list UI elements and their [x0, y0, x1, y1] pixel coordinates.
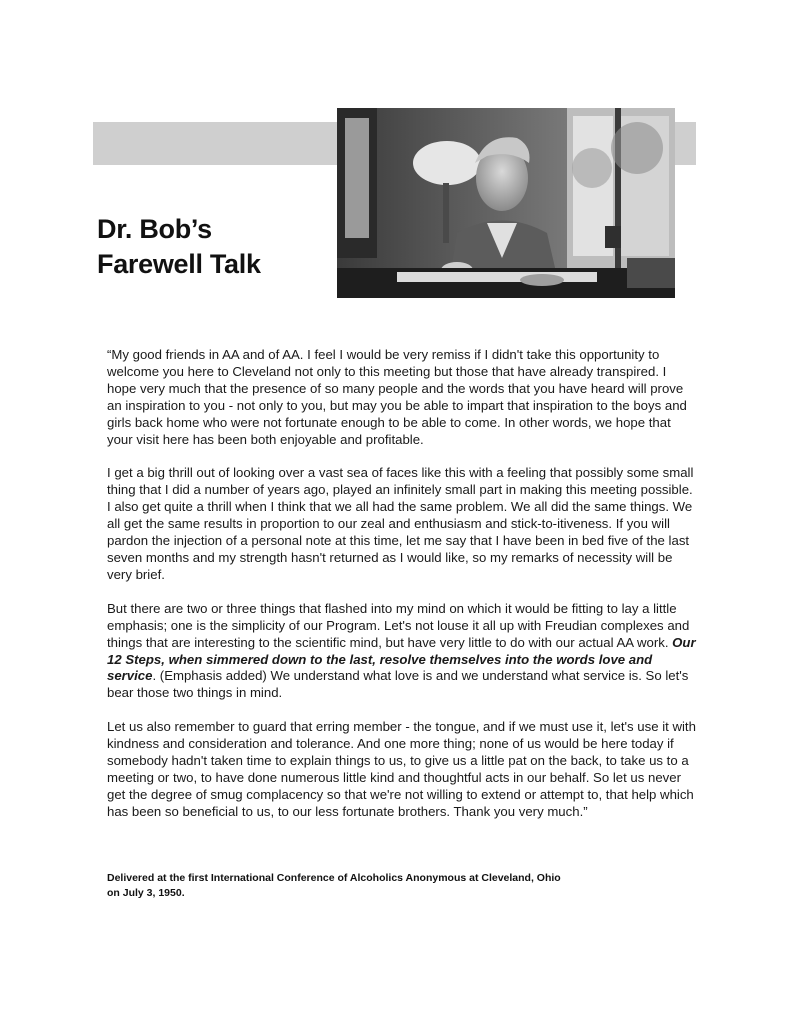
- delivery-note: [107, 871, 667, 901]
- title-line-2: Farewell Talk: [97, 249, 261, 279]
- portrait-photo-illustration: [337, 108, 675, 298]
- page-title: [97, 212, 261, 282]
- paragraph-1: “My good friends in AA and of AA. I feel I would be very remiss if I didn't take this opportunity to welcome you here to Cleveland not only to this meeting but those that have already transpired. I hope very much that the presence of so many people and the words that you have heard will prove an inspiration to you - not only to you, but may you be able to impart that inspiration to the boys and girls back home who were not fortunate enough to be able to come. In other words, we hope that your visit here has been both enjoyable and profitable.: [107, 347, 687, 447]
- paragraph-3-start: But there are two or three things that flashed into my mind on which it would be fitting to lay a little emphasis; one is the simplicity of our Program. Let's not louse it all up with Freudian complexes and things that are interesting to the scientific mind, but have very little to do with our actual AA work.: [107, 600, 690, 650]
- speech-body: [107, 347, 697, 838]
- paragraph-3: [107, 601, 697, 702]
- delivery-note-line-1: Delivered at the first International Conference of Alcoholics Anonymous at Cleveland, Ohio: [107, 872, 561, 884]
- paragraph-4: Let us also remember to guard that erring member - the tongue, and if we must use it, let's use it with kindness and consideration and tolerance. And one more thing; none of us would be here today if somebody hadn't taken time to explain things to us, to give us a little pat on the back, to take us to a meeting or two, to have done numerous little kind and thoughtful acts in our behalf. So let us never get the degree of smug complacency so that we're not willing to extend or attempt to, that help which has been so beneficial to us, to our less fortunate brothers. Thank you very much.”: [107, 719, 696, 819]
- emphasized-quote: Our 12 Steps, when simmered down to the last, resolve themselves into the words love and service: [107, 634, 696, 684]
- paragraph-2: I get a big thrill out of looking over a vast sea of faces like this with a feeling that possibly some small thing that I did a number of years ago, played an infinitely small part in making this meeting possible. I also get quite a thrill when I think that we all had the same problem. We all did the same things. We all get the same results in proportion to our zeal and enthusiasm and stick-to-itiveness. If you will pardon the injection of a personal note at this time, let me say that I have been in bed five of the last seven months and my strength hasn't returned as I would like, so my remarks of necessity will be very brief.: [107, 465, 694, 582]
- paragraph-3-end: . (Emphasis added) We understand what love is and we understand what service is. So let's bear those two things in mind.: [107, 668, 689, 701]
- title-line-1: Dr. Bob’s: [97, 214, 212, 244]
- delivery-note-line-2: on July 3, 1950.: [107, 887, 185, 899]
- portrait-photo: [337, 108, 675, 298]
